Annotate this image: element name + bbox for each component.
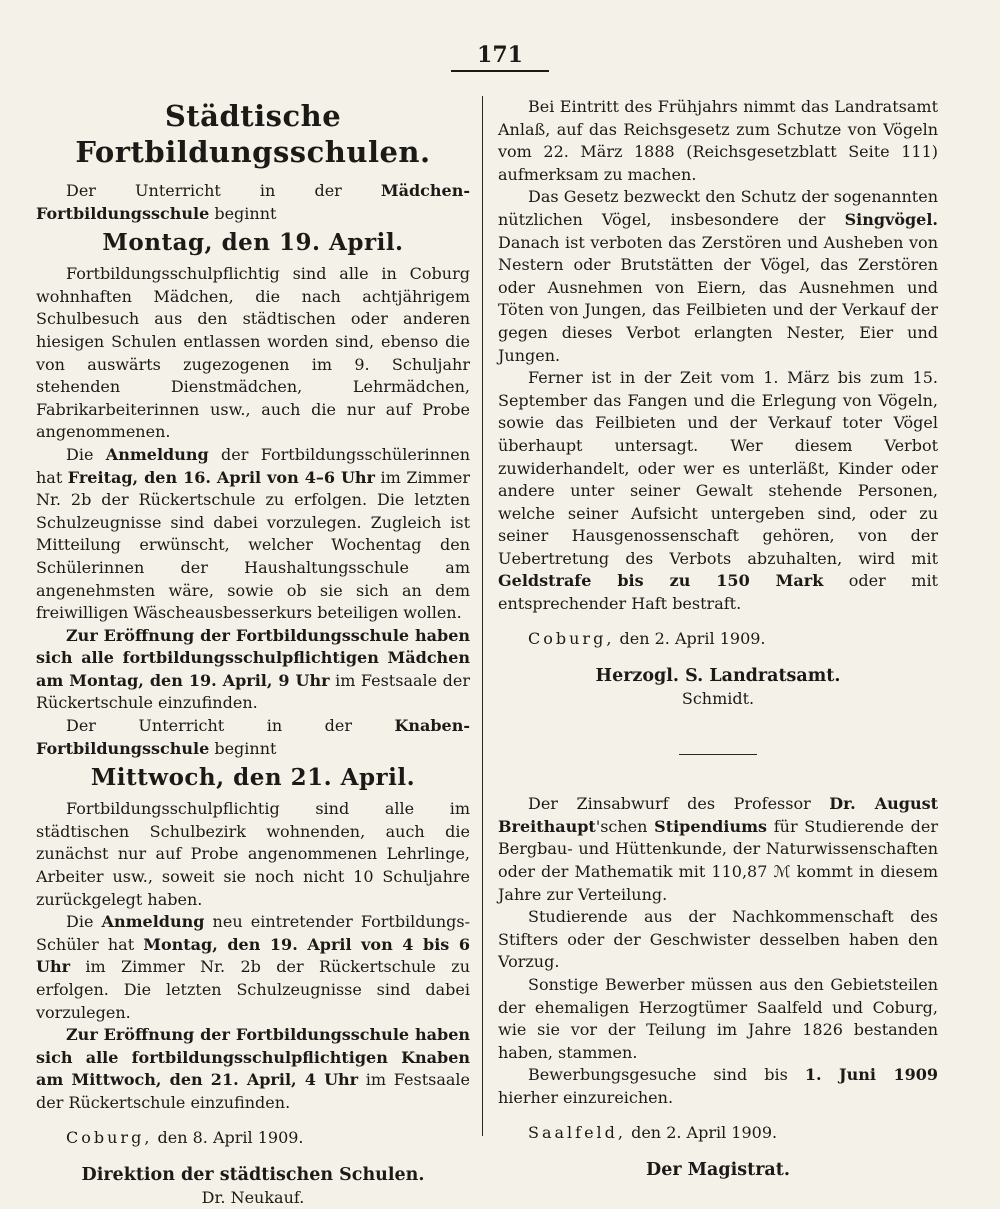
signee: Dr. Neukauf. — [201, 1188, 305, 1208]
paragraph: Der Zinsabwurf des Professor Dr. August Breithaupt'schen Stipendiums für Studierende der Bergbau- und Hüttenkunde, der Naturwissenschaften oder der Mathematik mit 110,87 ℳ kommt in diesem Jahre zur Verteilung. — [498, 794, 938, 904]
paragraph: Bewerbungsgesuche sind bis 1. Juni 1909 hierher einzureichen. — [498, 1065, 938, 1107]
headline: Städtische Fortbildungsschulen. — [75, 99, 431, 169]
paragraph: Sonstige Bewerber müssen aus den Gebietsteilen der ehemaligen Herzogtümer Saalfeld und Coburg, wie sie vor der Teilung im Jahre 1826 bestanden haben, stammen. — [498, 975, 938, 1062]
start-date-heading: Mittwoch, den 21. April. — [90, 764, 416, 792]
paragraph: Die Anmeldung der Fortbildungsschülerinnen hat Freitag, den 16. April von 4–6 Uhr im Zimmer Nr. 2b der Rückertschule zu erfolgen. Die letzten Schulzeugnisse sind dabei vorzulegen. Zugleich ist Mitteilung erwünscht, welcher Wochentag den Schülerinnen der Haushaltungsschule am angenehmsten wäre, sowie ob sie sich an dem freiwilligen Wäscheausbesserkurs beteiligen wollen. — [36, 444, 471, 623]
date-line: Coburg, den 8. April 1909. — [66, 1127, 304, 1147]
column-divider — [482, 96, 483, 1136]
date-line: Saalfeld, den 2. April 1909. — [528, 1122, 778, 1142]
signer: Direktion der städtischen Schulen. — [81, 1165, 425, 1186]
left-column — [36, 96, 470, 1209]
paragraph: Zur Eröffnung der Fortbildungsschule haben sich alle fortbildungsschulpflichtigen Knaben am Mittwoch, den 21. April, 4 Uhr im Festsaale der Rückertschule einzufinden. — [36, 1025, 471, 1112]
paragraph: Der Unterricht in der Knaben-Fortbildungsschule beginnt — [36, 716, 470, 758]
signee: Schmidt. — [681, 689, 755, 709]
paragraph: Der Unterricht in der Mädchen-Fortbildungsschule beginnt — [36, 181, 470, 223]
paragraph: Fortbildungsschulpflichtig sind alle im städtischen Schulbezirk wohnenden, auch die zunächst nur auf Probe angenommenen Lehrlinge, Arbeiter usw., soweit sie noch nicht 10 Schuljahre zurückgelegt haben. — [36, 799, 470, 909]
section-rule — [679, 754, 757, 755]
signer: Herzogl. S. Landratsamt. — [595, 666, 841, 687]
signer: Der Magistrat. — [646, 1160, 790, 1181]
paragraph: Fortbildungsschulpflichtig sind alle in Coburg wohnhaften Mädchen, die nach achtjährigem Schulbesuch aus den städtischen oder anderen hiesigen Schulen entlassen worden sind, ebenso die von auswärts zugezogenen im 9. Schuljahr stehenden Dienstmädchen, Lehrmädchen, Fabrikarbeiterinnen usw., auch die nur auf Probe angenommenen. — [36, 264, 470, 442]
paragraph: Das Gesetz bezweckt den Schutz der sogenannten nützlichen Vögel, insbesondere der Singvögel. Danach ist verboten das Zerstören und Ausheben von Nestern oder Brutstätten der Vögel, das Zerstören oder Ausnehmen von Eiern, das Ausnehmen und Töten von Jungen, das Feilbieten und der Verkauf der gegen dieses Verbot erlangten Nester, Eier und Jungen. — [498, 187, 938, 365]
paragraph: Zur Eröffnung der Fortbildungsschule haben sich alle fortbildungsschulpflichtigen Mädchen am Montag, den 19. April, 9 Uhr im Festsaale der Rückertschule einzufinden. — [36, 625, 470, 713]
start-date-heading: Montag, den 19. April. — [102, 229, 404, 257]
paragraph: Studierende aus der Nachkommenschaft des Stifters oder der Geschwister desselben haben den Vorzug. — [498, 907, 938, 972]
date-line: Coburg, den 2. April 1909. — [528, 628, 766, 648]
right-column — [498, 96, 938, 1182]
paragraph: Ferner ist in der Zeit vom 1. März bis zum 15. September das Fangen und die Erlegung von Vögeln, sowie das Feilbieten und der Verkauf toter Vögel überhaupt untersagt. Wer diesem Verbot zuwiderhandelt, oder wer es unterläßt, Kinder oder andere unter seiner Gewalt stehende Personen, welche seiner Aufsicht untergeben sind, oder zu seiner Hausgenossenschaft gehören, von der Uebertretung des Verbots abzuhalten, wird mit Geldstrafe bis zu 150 Mark oder mit entsprechender Haft bestraft. — [498, 368, 938, 614]
paragraph: Die Anmeldung neu eintretender Fortbildungs-Schüler hat Montag, den 19. April von 4 bis 6 Uhr im Zimmer Nr. 2b der Rückertschule zu erfolgen. Die letzten Schulzeugnisse sind dabei vorzulegen. — [36, 912, 470, 1022]
paragraph: Bei Eintritt des Frühjahrs nimmt das Landratsamt Anlaß, auf das Reichsgesetz zum Schutze von Vögeln vom 22. März 1888 (Reichsgesetzblatt Seite 111) aufmerksam zu machen. — [498, 97, 938, 184]
page-number: 171 — [0, 42, 1000, 72]
